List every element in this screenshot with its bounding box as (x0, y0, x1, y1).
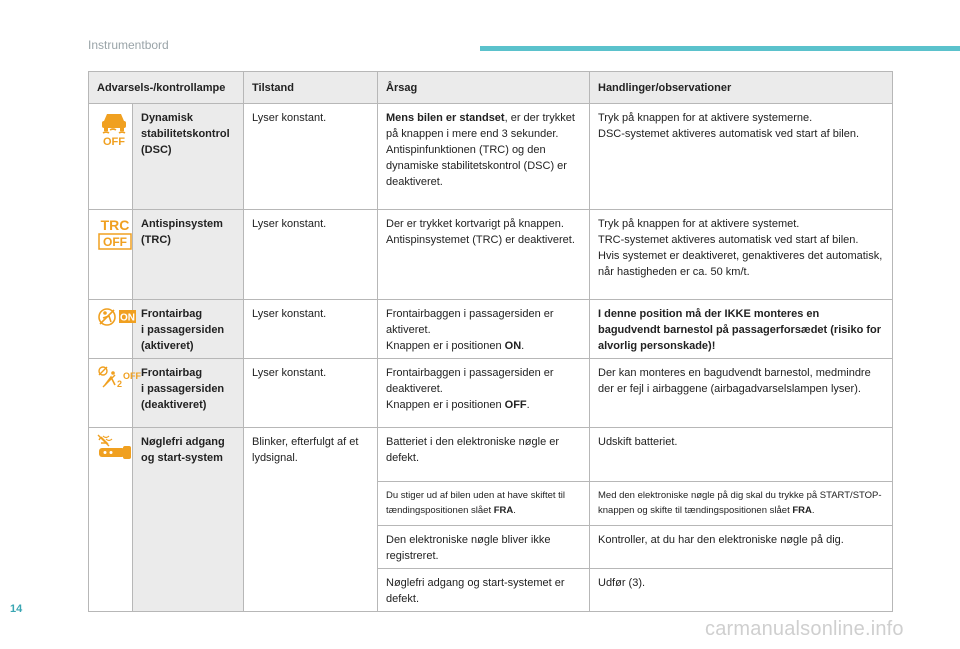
cause-emphasis: Mens bilen er standset (386, 112, 505, 124)
action-text (590, 104, 893, 210)
action-text: Der kan monteres en bagudvendt barnestol, medmindre der er fejl i airbaggene (airbagadvarselslampen lyser). (590, 359, 893, 428)
icon-cell (89, 300, 133, 359)
airbag-on-icon (97, 306, 137, 328)
lamp-name-line: (aktiveret) (141, 340, 194, 352)
action-line: Hvis systemet er deaktiveret, genaktiveres det automatisk, når hastigheden er ca. 50 km/t. (598, 250, 883, 278)
action-emphasis: FRA (792, 505, 812, 516)
icon-cell (89, 104, 133, 210)
cause-line: Du stiger ud af bilen uden at have skiftet til tændingspositionen slået (386, 490, 566, 516)
action-text: Udskift batteriet. (590, 428, 893, 482)
lamp-name-line: i passagersiden (141, 383, 225, 395)
cause-line: Knappen er i positionen (386, 340, 505, 352)
cause-rest: , er der trykket på knappen i mere end 3 sekunder. (386, 112, 575, 140)
lamp-name-line: Frontairbag (141, 308, 203, 320)
watermark: carmanualsonline.info (705, 618, 904, 640)
action-line: TRC-systemet aktiveres automatisk ved start af bilen. (598, 234, 859, 246)
action-text: Udfør (3). (590, 569, 893, 612)
icon-cell (89, 428, 133, 612)
cause-line: Frontairbaggen i passagersiden er aktiveret. (386, 308, 554, 336)
trc-icon-bottom: OFF (103, 235, 127, 249)
cause-emphasis: OFF (504, 399, 527, 411)
action-line: Med den elektroniske nøgle på dig skal du trykke på START/STOP-knappen og skifte til tændingspositionen slået (598, 490, 882, 516)
lamp-name-line: (deaktiveret) (141, 399, 207, 411)
table-row (89, 210, 893, 300)
table-row (89, 359, 893, 428)
column-header-cause: Årsag (378, 72, 590, 104)
cause-text (378, 104, 590, 210)
lamp-name-line: i passagersiden (141, 324, 225, 336)
action-text (590, 210, 893, 300)
section-title: Instrumentbord (88, 38, 169, 52)
action-line: Tryk på knappen for at aktivere systemerne. (598, 112, 813, 124)
action-text: I denne position må der IKKE monteres en bagudvendt barnestol på passagerforsædet (risiko for alvorlig personskade)! (590, 300, 893, 359)
airbag-on-icon-label: ON (120, 312, 135, 324)
cause-text: Batteriet i den elektroniske nøgle er defekt. (378, 428, 590, 482)
keyless-key-icon (97, 434, 133, 460)
cause-punct: . (521, 340, 525, 352)
state-text: Lyser konstant. (244, 104, 378, 210)
page-number: 14 (10, 603, 23, 615)
lamp-name: Antispinsystem (TRC) (133, 210, 244, 300)
action-text (590, 482, 893, 526)
table-row (89, 300, 893, 359)
cause-text: Den elektroniske nøgle bliver ikke registreret. (378, 526, 590, 569)
cause-punct: . (526, 399, 530, 411)
svg-text:2: 2 (117, 379, 123, 389)
cause-text (378, 300, 590, 359)
cause-text (378, 210, 590, 300)
state-text: Lyser konstant. (244, 210, 378, 300)
cause-line: Frontairbaggen i passagersiden er deaktiveret. (386, 367, 554, 395)
section-accent-bar (480, 46, 960, 51)
cause-line: Der er trykket kortvarigt på knappen. (386, 218, 564, 230)
lamp-name (133, 359, 244, 428)
dsc-off-icon (97, 110, 131, 146)
lamp-name (133, 300, 244, 359)
cause-text: Nøglefri adgang og start-systemet er defekt. (378, 569, 590, 612)
cause-line: Antispinfunktionen (TRC) og den dynamiske stabilitetskontrol (DSC) er deaktiveret. (386, 144, 567, 188)
cause-punct: . (513, 505, 516, 516)
svg-text:OFF: OFF (103, 136, 125, 148)
airbag-off-icon (97, 365, 141, 389)
cause-emphasis: FRA (493, 505, 514, 516)
action-line: DSC-systemet aktiveres automatisk ved start af bilen. (598, 128, 860, 140)
cause-emphasis: ON (504, 340, 522, 352)
state-text: Lyser konstant. (244, 359, 378, 428)
cause-text (378, 359, 590, 428)
cause-line: Antispinsystemet (TRC) er deaktiveret. (386, 234, 575, 246)
lamp-name: Nøglefri adgang og start-system (133, 428, 244, 612)
lamp-name-line: Frontairbag (141, 367, 203, 379)
warning-lamp-table (88, 71, 893, 612)
state-text: Lyser konstant. (244, 300, 378, 359)
icon-cell (89, 359, 141, 428)
column-header-state: Tilstand (244, 72, 378, 104)
table-row (89, 104, 893, 210)
table-row (89, 428, 893, 482)
state-text: Blinker, efterfulgt af et lydsignal. (244, 428, 378, 612)
action-text: Kontroller, at du har den elektroniske nøgle på dig. (590, 526, 893, 569)
icon-cell (89, 210, 133, 300)
trc-off-icon (97, 216, 133, 250)
table-header-row (89, 72, 893, 104)
action-punct: . (811, 505, 815, 516)
airbag-off-icon-label: OFF (123, 371, 141, 381)
column-header-actions: Handlinger/observationer (590, 72, 893, 104)
column-header-lamp: Advarsels-/kontrollampe (89, 72, 244, 104)
trc-icon-top: TRC (100, 217, 130, 233)
lamp-name: Dynamisk stabilitetskontrol (DSC) (133, 104, 244, 210)
cause-line: Knappen er i positionen (386, 399, 505, 411)
action-line: Tryk på knappen for at aktivere systemet. (598, 218, 800, 230)
cause-text (378, 482, 590, 526)
